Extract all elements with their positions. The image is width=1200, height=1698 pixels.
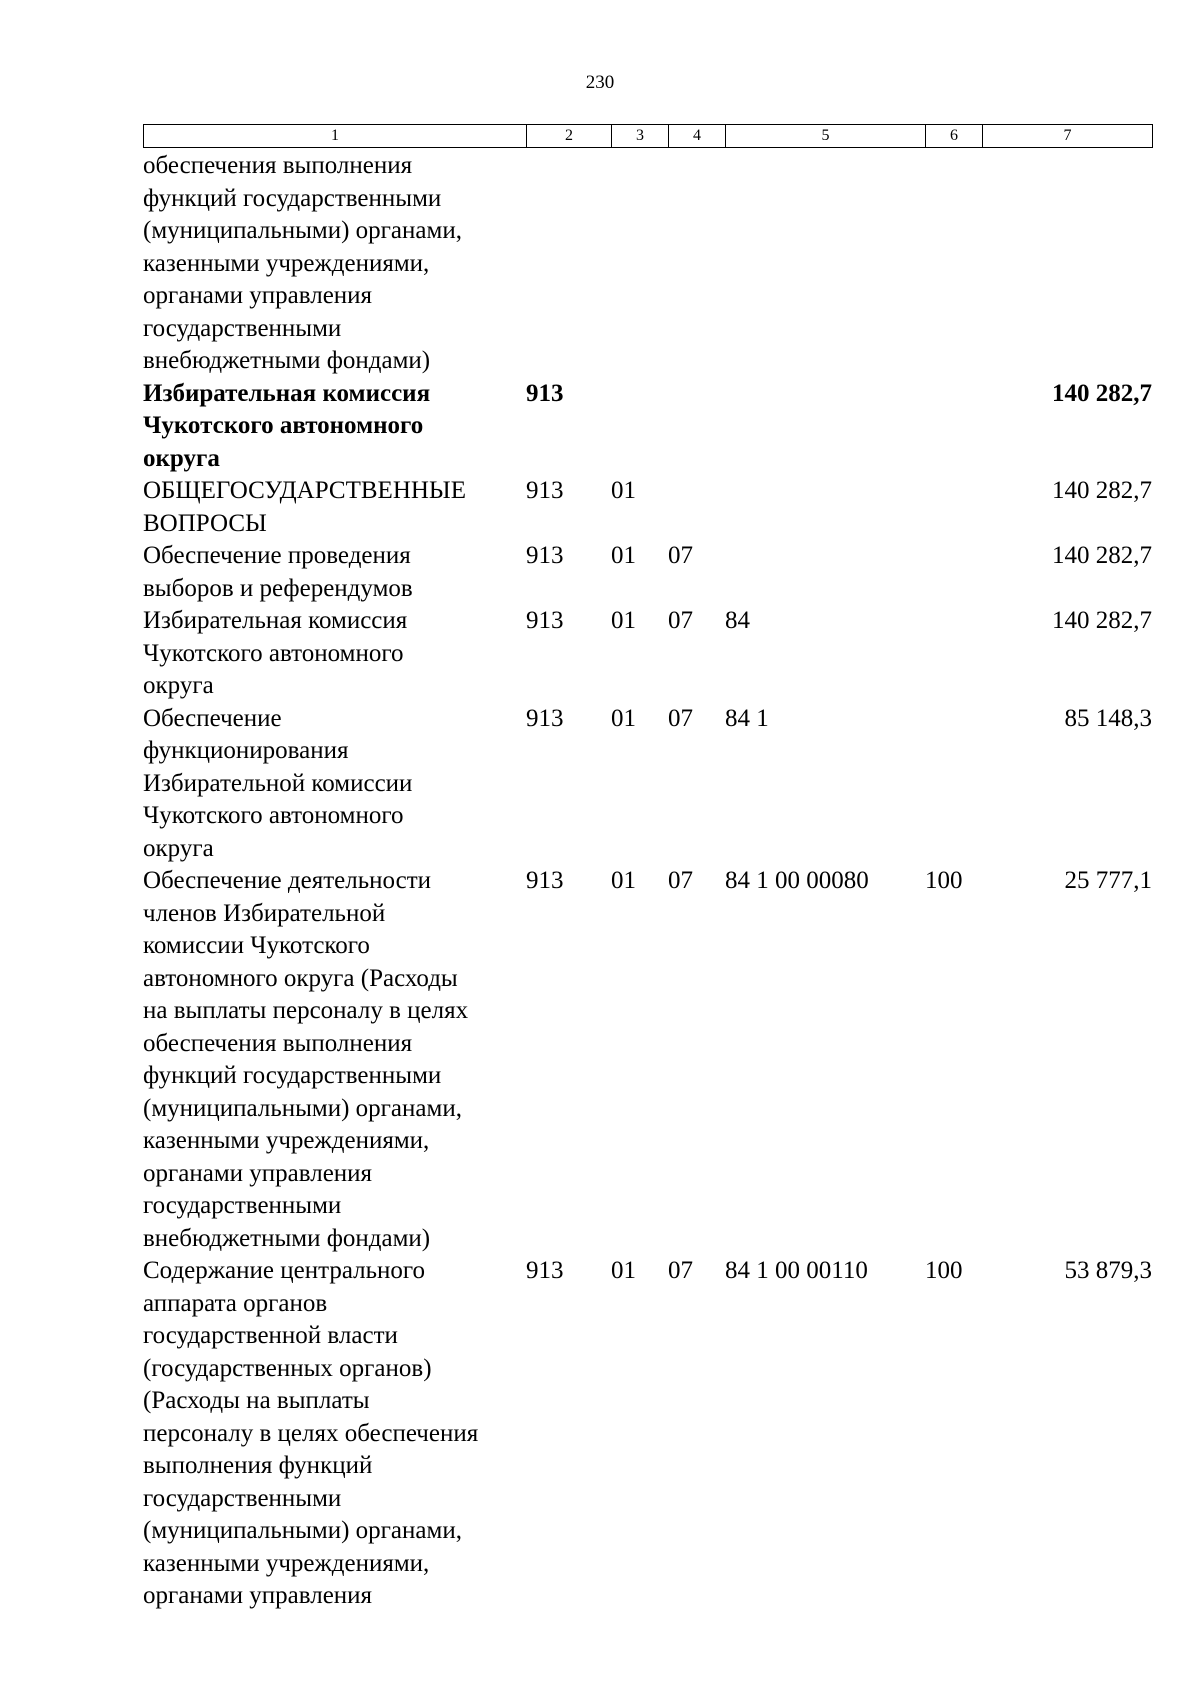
row-code-5 [725, 540, 925, 605]
column-header-1: 1 [144, 125, 527, 148]
column-header-5: 5 [726, 125, 926, 148]
row-name: Содержание центрального аппарата органов государственной власти (государственных органов) (Расходы на выплаты персоналу в целях обеспечения выполнения функций государственными (муниципальными) органами, казенными учреждениями, органами управления [143, 1257, 479, 1609]
row-code-4 [668, 475, 725, 540]
row-code-5: 84 [725, 607, 750, 634]
row-code-4: 07 [668, 1257, 693, 1284]
row-code-6 [925, 378, 982, 476]
row-code-2: 913 [526, 1257, 564, 1284]
row-code-3: 01 [611, 607, 636, 634]
table-row [143, 475, 1152, 540]
row-code-4 [668, 150, 725, 378]
row-code-2: 913 [526, 704, 564, 732]
row-code-5: 84 1 [725, 704, 769, 732]
row-code-5 [725, 378, 925, 476]
row-code-4: 07 [668, 607, 693, 634]
table-row [143, 605, 1152, 703]
table-row [143, 703, 1152, 866]
row-code-5 [725, 475, 925, 540]
row-amount: 25 777,1 [1064, 867, 1152, 894]
row-code-3: 01 [611, 704, 636, 732]
row-code-3: 01 [611, 477, 636, 504]
row-amount: 140 282,7 [1052, 542, 1152, 569]
column-header-4: 4 [669, 125, 726, 148]
row-code-5: 84 1 00 00080 [725, 867, 869, 894]
row-code-3: 01 [611, 1257, 636, 1284]
column-header-7: 7 [983, 125, 1153, 148]
row-amount: 53 879,3 [1064, 1257, 1152, 1284]
row-code-3: 01 [611, 867, 636, 894]
row-code-6 [925, 475, 982, 540]
table-row [143, 1255, 1152, 1613]
row-code-3 [611, 150, 668, 378]
row-code-2: 913 [526, 867, 564, 894]
row-name: Избирательная комиссия Чукотского автономного округа [143, 379, 431, 472]
row-code-2 [526, 150, 611, 378]
row-code-6 [925, 703, 982, 866]
column-header-row [143, 124, 1153, 148]
row-code-3: 01 [611, 542, 636, 569]
row-code-5 [725, 150, 925, 378]
column-header-2: 2 [527, 125, 612, 148]
row-code-4: 07 [668, 704, 693, 732]
table-row [143, 540, 1152, 605]
column-header-3: 3 [612, 125, 669, 148]
row-amount [982, 150, 1152, 378]
table-row [143, 865, 1152, 1255]
row-code-5: 84 1 00 00110 [725, 1257, 868, 1284]
row-code-6: 100 [925, 867, 963, 894]
column-header-6: 6 [926, 125, 983, 148]
row-name: Обеспечение функционирования Избирательной комиссии Чукотского автономного округа [143, 704, 413, 862]
row-code-2: 913 [526, 542, 564, 569]
row-code-4 [668, 378, 725, 476]
row-name: обеспечения выполнения функций государственными (муниципальными) органами, казенными учреждениями, органами управления государственными внебюджетными фондами) [143, 152, 462, 374]
row-code-4: 07 [668, 867, 693, 894]
row-code-2: 913 [526, 379, 564, 407]
row-amount: 140 282,7 [1052, 607, 1152, 634]
row-code-2: 913 [526, 477, 564, 504]
row-code-4: 07 [668, 542, 693, 569]
table-row [143, 150, 1152, 378]
row-amount: 85 148,3 [1064, 704, 1152, 732]
row-code-6 [925, 150, 982, 378]
row-amount: 140 282,7 [1052, 477, 1152, 504]
row-code-6: 100 [925, 1257, 963, 1284]
row-name: Обеспечение деятельности членов Избирательной комиссии Чукотского автономного округа (Расходы на выплаты персоналу в целях обеспечения выполнения функций государственными (муниципальными) органами, казенными учреждениями, органами управления государственными внебюджетными фондами) [143, 867, 469, 1252]
row-code-3 [611, 378, 668, 476]
row-code-6 [925, 605, 982, 703]
page-number: 230 [585, 72, 615, 93]
row-code-2: 913 [526, 607, 564, 634]
row-amount: 140 282,7 [1052, 379, 1152, 407]
budget-table [143, 150, 1152, 1613]
row-name: ОБЩЕГОСУДАРСТВЕННЫЕ ВОПРОСЫ [143, 477, 466, 537]
row-name: Избирательная комиссия Чукотского автономного округа [143, 607, 408, 699]
row-code-6 [925, 540, 982, 605]
table-row [143, 378, 1152, 476]
row-name: Обеспечение проведения выборов и референдумов [143, 542, 413, 602]
